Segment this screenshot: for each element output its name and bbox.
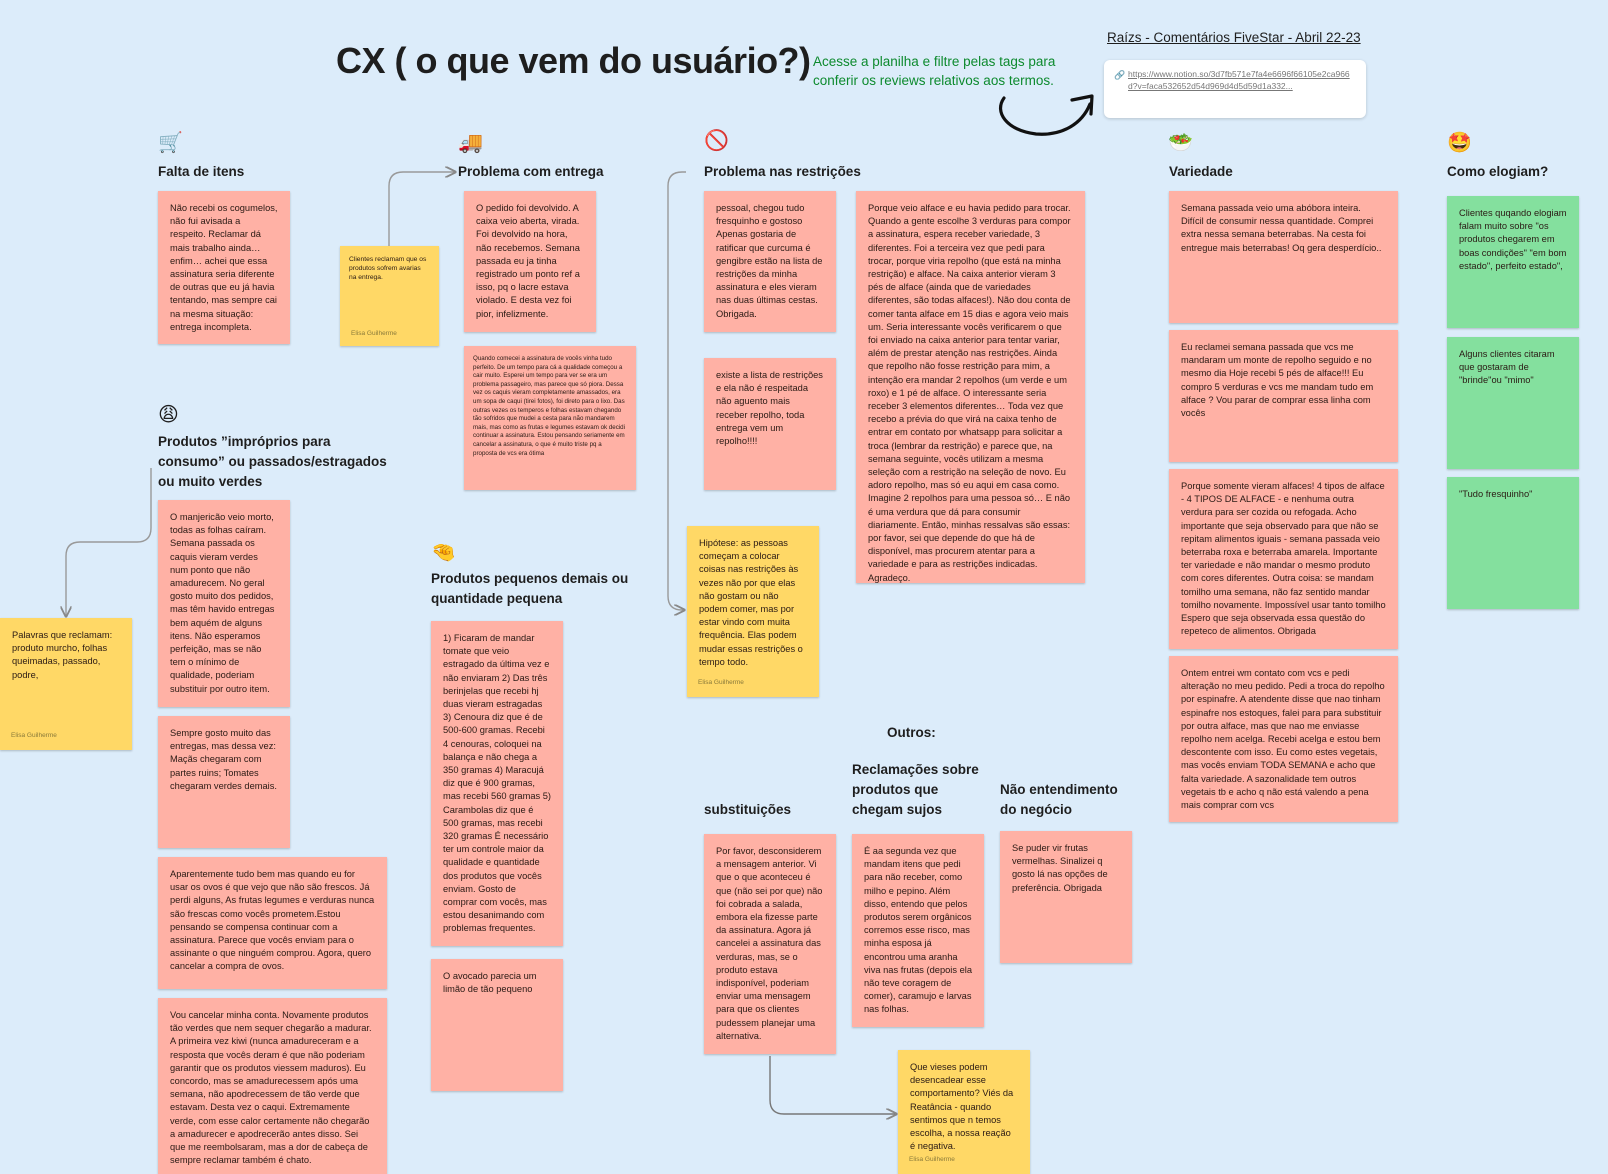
- sticky-text: 1) Ficaram de mandar tomate que veio estragado da última vez e não enviaram 2) Das três berinjelas que recebi hj duas vieram estragadas 3) Cenoura diz que é de 500-600 gramas. Recebi 4 cenouras, coloquei na balança e não chega a 350 gramas 4) Maracujá diz que é 900 gramas, mas recebi 560 gramas 5) Carambolas diz que é 500 gramas, mas recebi 320 gramas É necessário ter um controle maior da qualidade e quantidade dos produtos que vocês enviam. Gosto de comprar com vocês, mas estou desanimando com problemas frequentes.: [443, 633, 551, 934]
- sticky-note[interactable]: [704, 191, 836, 332]
- sticky-note[interactable]: [158, 998, 387, 1174]
- section-title-variedade: Variedade: [1169, 164, 1233, 179]
- section-title-entrega: Problema com entrega: [458, 164, 604, 179]
- salad-icon: 🥗: [1168, 132, 1193, 154]
- sticky-text: Se puder vir frutas vermelhas. Sinalizei q gosto lá nas opções de preferência. Obrigada: [1012, 843, 1108, 893]
- sticky-note[interactable]: [704, 358, 836, 490]
- connector-restricoes: [668, 172, 686, 610]
- sticky-text: Clientes quqando elogiam falam muito sobre "os produtos chegarem em boas condições" "em bom estado", perfeito estado",: [1459, 208, 1567, 271]
- sticky-author: Elisa Guilherme: [909, 1155, 955, 1163]
- sticky-text: pessoal, chegou tudo fresquinho e gostoso Apenas gostaria de ratificar que curcuma é gengibre estão na lista de restrições da minha assinatura e eles vieram nas duas últimas cestas. Obrigada.: [716, 203, 823, 319]
- sticky-note[interactable]: [1169, 191, 1398, 323]
- sticky-note-yellow[interactable]: [0, 618, 132, 750]
- hand-drawn-arrow-icon: [1001, 98, 1090, 134]
- sticky-text: O manjericão veio morto, todas as folhas caíram. Semana passada os caquis vieram verdes num ponto que não amadurecem. No geral gosto muito dos pedidos, mas têm havido entregas bem aquém de alguns itens. Não esperamos perfeição, mas se não tem o mínimo de qualidade, poderiam substituir por outro item.: [170, 512, 275, 694]
- section-title-pequenos: Produtos pequenos demais ou quantidade pequena: [431, 571, 629, 606]
- connector-vieses: [770, 1056, 896, 1114]
- sticky-note[interactable]: [464, 346, 636, 490]
- sticky-note-yellow[interactable]: [898, 1050, 1030, 1174]
- sticky-note-green[interactable]: [1447, 337, 1579, 469]
- sticky-note[interactable]: [158, 716, 290, 848]
- sticky-text: Sempre gosto muito das entregas, mas dessa vez: Maçãs chegaram com partes ruins; Tomates chegaram verdes demais.: [170, 728, 277, 791]
- sticky-text: Não recebi os cogumelos, não fui avisada a respeito. Reclamar dá mais trabalho ainda… enfim… achei que essa assinatura seria diferente de outras que eu já havia tentando, mas sempre cai na mesma situação: entrega incompleta.: [170, 203, 278, 332]
- link-preview-card[interactable]: [1104, 60, 1366, 118]
- sticky-text: Clientes reclamam que os produtos sofrem avarias na entrega.: [349, 256, 427, 282]
- sticky-text: Palavras que reclamam: produto murcho, folhas queimadas, passado, podre,: [12, 630, 113, 680]
- sticky-text: Aparentemente tudo bem mas quando eu for usar os ovos é que vejo que não são frescos. Já perdi alguns, As frutas legumes e verduras nunca são frescas como vocês prometem.Estou pensando se compensa continuar com a assinatura. Parece que vocês enviam para o assinante o que ninguém comprou. Agora, quero cancelar a compra de ovos.: [170, 869, 375, 972]
- section-title-sujos: Reclamações sobre produtos que chegam sujos: [852, 762, 979, 817]
- sticky-note[interactable]: [852, 834, 984, 1027]
- sticky-note[interactable]: [431, 959, 563, 1091]
- sticky-note[interactable]: [431, 621, 563, 946]
- section-title-elogios: Como elogiam?: [1447, 164, 1549, 179]
- link-title[interactable]: Raízs - Comentários FiveStar - Abril 22-23: [1107, 30, 1361, 45]
- spreadsheet-hint: Acesse a planilha e filtre pelas tags para conferir os reviews relativos aos termos.: [813, 54, 1056, 88]
- sticky-author: Elisa Guilherme: [698, 678, 744, 686]
- sticky-note[interactable]: [1169, 330, 1398, 462]
- sticky-note[interactable]: [1169, 656, 1398, 822]
- sticky-author: Elisa Guilherme: [11, 731, 57, 739]
- sticky-text: Eu reclamei semana passada que vcs me mandaram um monte de repolho seguido e no mesmo dia Hoje recebi 5 pés de alface!!! Eu compro 5 verduras e vcs me mandam tudo em alface ? Vou parar de comprar essa linha com vocês: [1181, 342, 1374, 419]
- star-struck-icon: 🤩: [1447, 132, 1472, 154]
- sticky-text: Porque veio alface e eu havia pedido para trocar. Quando a gente escolhe 3 verduras para compor a assinatura, espera receber variedade, 3 diferentes. Foi a terceira vez que pedi para trocar, porque viria repolho (que está na minha restrição) e alface. Na caixa anterior vieram 3 pés de alface (ainda que de variedades diferentes, são todas alfaces!). Não dou conta de comer tanta alface em 15 dias e agora veio mais um. Seria interessante vocês verificarem o que foi enviado na caixa anterior para tentar variar, além de prestar atenção nas restrições. Ainda que repolho não fosse restrição para mim, a intenção era mandar 2 repolhos (um verde e um roxo) e 1 pé de alface. O interessante seria receber 3 elementos diferentes… Toda vez que recebo a prévia do que virá na caixa tenho de entrar em contato por whatsapp para solicitar a troca (lembrar da restrição) e parece que, na semana seguinte, vocês utilizam a mesma seleção com a restrição na seleção de novo. Eu adoro repolho, mas só eu aqui em casa como. Imagine 2 repolhos para uma pessoa só… E não é uma verdura que dá para consumir diariamente. Então, minhas ressalvas são essas: por favor, sei que depende do que há de disponível, mas procurem atentar para a variedade e para as restrições indicadas. Agradeço.: [868, 203, 1071, 583]
- section-title-restricoes: Problema nas restrições: [704, 164, 861, 179]
- sticky-text: Por favor, desconsiderem a mensagem anterior. Vi que o que aconteceu é que (não sei por que) não foi cobrada a salada, embora ela fizesse parte da assinatura. Agora já cancelei a assinatura das verduras, mas, se o produto estava indisponível, poderiam enviar uma mensagem para que os clientes pudessem planejar uma alternativa.: [716, 846, 823, 1041]
- truck-icon: 🚚: [458, 132, 483, 154]
- sticky-text: Que vieses podem desencadear esse comportamento? Viés da Reatância - quando sentimos que n temos escolha, a nossa reação é negativa.: [910, 1062, 1014, 1152]
- weary-face-icon: 😩: [158, 404, 179, 426]
- sticky-note[interactable]: [1000, 831, 1132, 963]
- section-title-improprios: Produtos ”impróprios para consumo” ou passados/estragados ou muito verdes: [158, 434, 387, 489]
- sticky-note[interactable]: [464, 191, 596, 332]
- sticky-text: Semana passada veio uma abóbora inteira. Difícil de consumir nessa quantidade. Comprei extra nessa semana beterrabas. Na cesta foi entregue mais beterrabas! Oq gera desperdício..: [1181, 203, 1382, 253]
- sticky-note-green[interactable]: [1447, 477, 1579, 609]
- sticky-text: "Tudo fresquinho": [1459, 489, 1533, 499]
- section-title-falta-itens: Falta de itens: [158, 164, 245, 179]
- cart-icon: 🛒: [158, 132, 183, 154]
- sticky-note[interactable]: [1169, 469, 1398, 649]
- section-title-outros: Outros:: [887, 725, 936, 740]
- section-title-substituicoes: substituições: [704, 802, 792, 817]
- sticky-note[interactable]: [158, 857, 387, 989]
- sticky-note-long[interactable]: [856, 191, 1085, 583]
- prohibited-icon: 🚫: [704, 130, 729, 152]
- sticky-text: É aa segunda vez que mandam itens que pedi para não receber, como milho e pepino. Além disso, entendo que pelos produtos serem orgânicos corremos esse risco, mas minha esposa já encontrou uma aranha viva nas frutas (depois ela não teve coragem de comer), caramujo e larvas nas folhas.: [864, 846, 973, 1015]
- sticky-text: existe a lista de restrições e ela não é respeitada não aguento mais receber repolho, toda entrega vem um repolho!!!!: [716, 370, 823, 447]
- sticky-note[interactable]: [158, 500, 290, 707]
- sticky-author: Elisa Guilherme: [351, 329, 397, 337]
- sticky-text: Hipótese: as pessoas começam a colocar coisas nas restrições às vezes não por que elas não gostam ou não podem comer, mas por estar vindo com muita frequência. Elas podem mudar essas restrições o tempo todo.: [699, 538, 803, 667]
- link-icon: 🔗: [1114, 70, 1126, 80]
- page-title: CX ( o que vem do usuário?): [336, 40, 811, 81]
- sticky-note[interactable]: [704, 834, 836, 1054]
- sticky-note-green[interactable]: [1447, 196, 1579, 328]
- pinching-hand-icon: 🤏: [431, 542, 456, 564]
- connector-entrega: [389, 172, 455, 246]
- link-url[interactable]: https://www.notion.so/3d7fb571e7fa4e6696f66105e2ca966d?v=faca532652d54d969d4d5d59d1a332...: [1128, 69, 1350, 91]
- sticky-note-yellow[interactable]: [687, 526, 819, 697]
- sticky-text: Quando comecei a assinatura de vocês vinha tudo perfeito. De um tempo para cá a qualidade começou a cair muito. Esperei um tempo para ver se era um problema passageiro, mas parece que só piora. Dessa vez os caquis vieram completamente amassados, era um sopa de caqui (tirei fotos), foi direto para o lixo. Das outras vezes os temperos e folhas estavam chegando tão sofridos que mudei a cesta para não mandarem mais, mas como as frutas e legumes estavam ok decidi continuar a assinatura. Estou pensando seriamente em cancelar a assinatura, o que é muito triste pq a proposta de vcs era ótima: [473, 355, 625, 457]
- sticky-text: Vou cancelar minha conta. Novamente produtos tão verdes que nem sequer chegarão a madurar. A primeira vez kiwi (nunca amadureceram e a resposta que vocês deram é que não poderiam garantir que os produtos viessem maduros). Eu concordo, mas se amadurecessem após uma semana, não apodrecessem de tão verde que estavam. Desta vez o caqui. Extremamente verde, com esse calor certamente não chegarão a amadurecer e apodrecerão antes disso. Sei que me reembolsaram, mas a dor de cabeça de sempre reclamar também é chato.: [170, 1010, 372, 1166]
- sticky-text: O avocado parecia um limão de tão pequeno: [443, 971, 537, 995]
- section-title-negocio: Não entendimento do negócio: [1000, 782, 1118, 817]
- connector-improprios: [66, 468, 151, 616]
- sticky-note[interactable]: [158, 191, 290, 344]
- sticky-text: Alguns clientes citaram que gostaram de "brinde"ou "mimo": [1459, 349, 1555, 386]
- sticky-note-yellow[interactable]: [340, 246, 439, 346]
- sticky-text: Porque somente vieram alfaces! 4 tipos de alface - 4 TIPOS DE ALFACE - e nenhuma outra verdura para ser cozida ou refogada. Acho importante que seja observado para que não se repitam alimentos iguais - semana passada veio beterraba roxa e beterraba amarela. Importante ter variedade e não mandar o mesmo produto com cores diferentes. Outra coisa: se mandam tomilho uma semana, não faz sentido mandar tomilho novamente. Impossível usar tanto tomilho Espero que seja observada essa questão do repeteco de alimentos. Obrigada: [1181, 481, 1386, 637]
- sticky-text: O pedido foi devolvido. A caixa veio aberta, virada. Foi devolvido na hora, não recebemos. Semana passada eu ja tinha registrado um ponto ref a isso, pq o lacre estava violado. E desta vez foi pior, infelizmente.: [476, 203, 580, 319]
- sticky-text: Ontem entrei wm contato com vcs e pedi alteração no meu pedido. Pedi a troca do repolho por espinafre. A atendente disse que nao tinham espinafre nos estoques, falei para para substituir por outra alface, mas que nao me enviasse repolho nem acelga. Recebi acelga e estou bem descontente com isso. Eu como estes vegetais, mas vocês enviam TODA SEMANA e acho que falta variedade. A sazonalidade tem outros vegetais tb e acho q não está valendo a pena mais comprar com vcs: [1181, 668, 1385, 811]
